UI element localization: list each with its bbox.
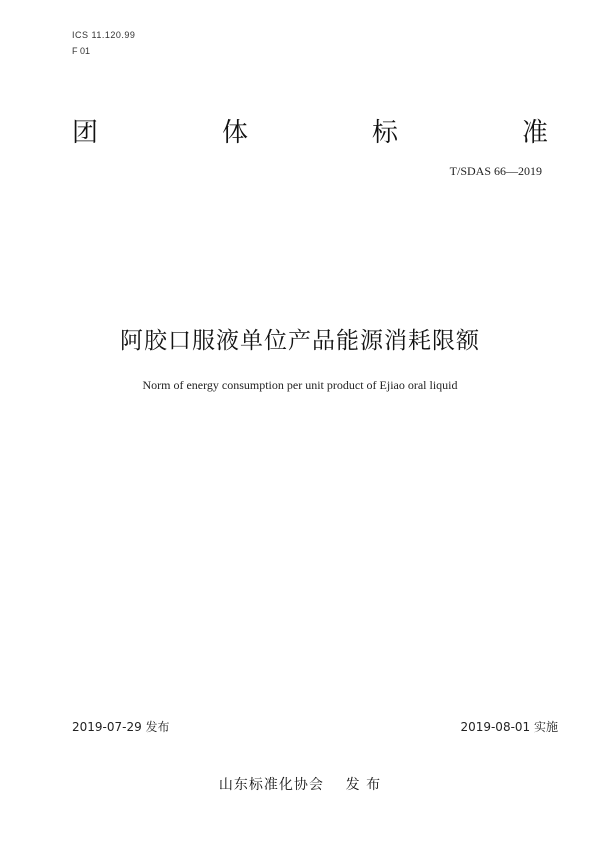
ccs-code: F 01 <box>72 46 91 56</box>
standard-type-char-1: 团 <box>72 118 99 148</box>
standard-number: T/SDAS 66—2019 <box>449 164 542 178</box>
standard-type-heading <box>72 112 548 149</box>
implementation-date: 2019-08-01 实施 <box>460 720 558 734</box>
ics-code: ICS 11.120.99 <box>72 30 136 40</box>
standard-type-char-4: 准 <box>521 118 548 148</box>
publisher: 山东标准化协会 发 布 <box>218 777 382 793</box>
document-title-english: Norm of energy consumption per unit product of Ejiao oral liquid <box>142 378 458 392</box>
issue-date: 2019-07-29 发布 <box>72 720 170 734</box>
document-title-chinese: 阿胶口服液单位产品能源消耗限额 <box>120 328 480 354</box>
standard-type-char-3: 标 <box>371 118 398 148</box>
standard-type-char-2: 体 <box>221 118 248 148</box>
